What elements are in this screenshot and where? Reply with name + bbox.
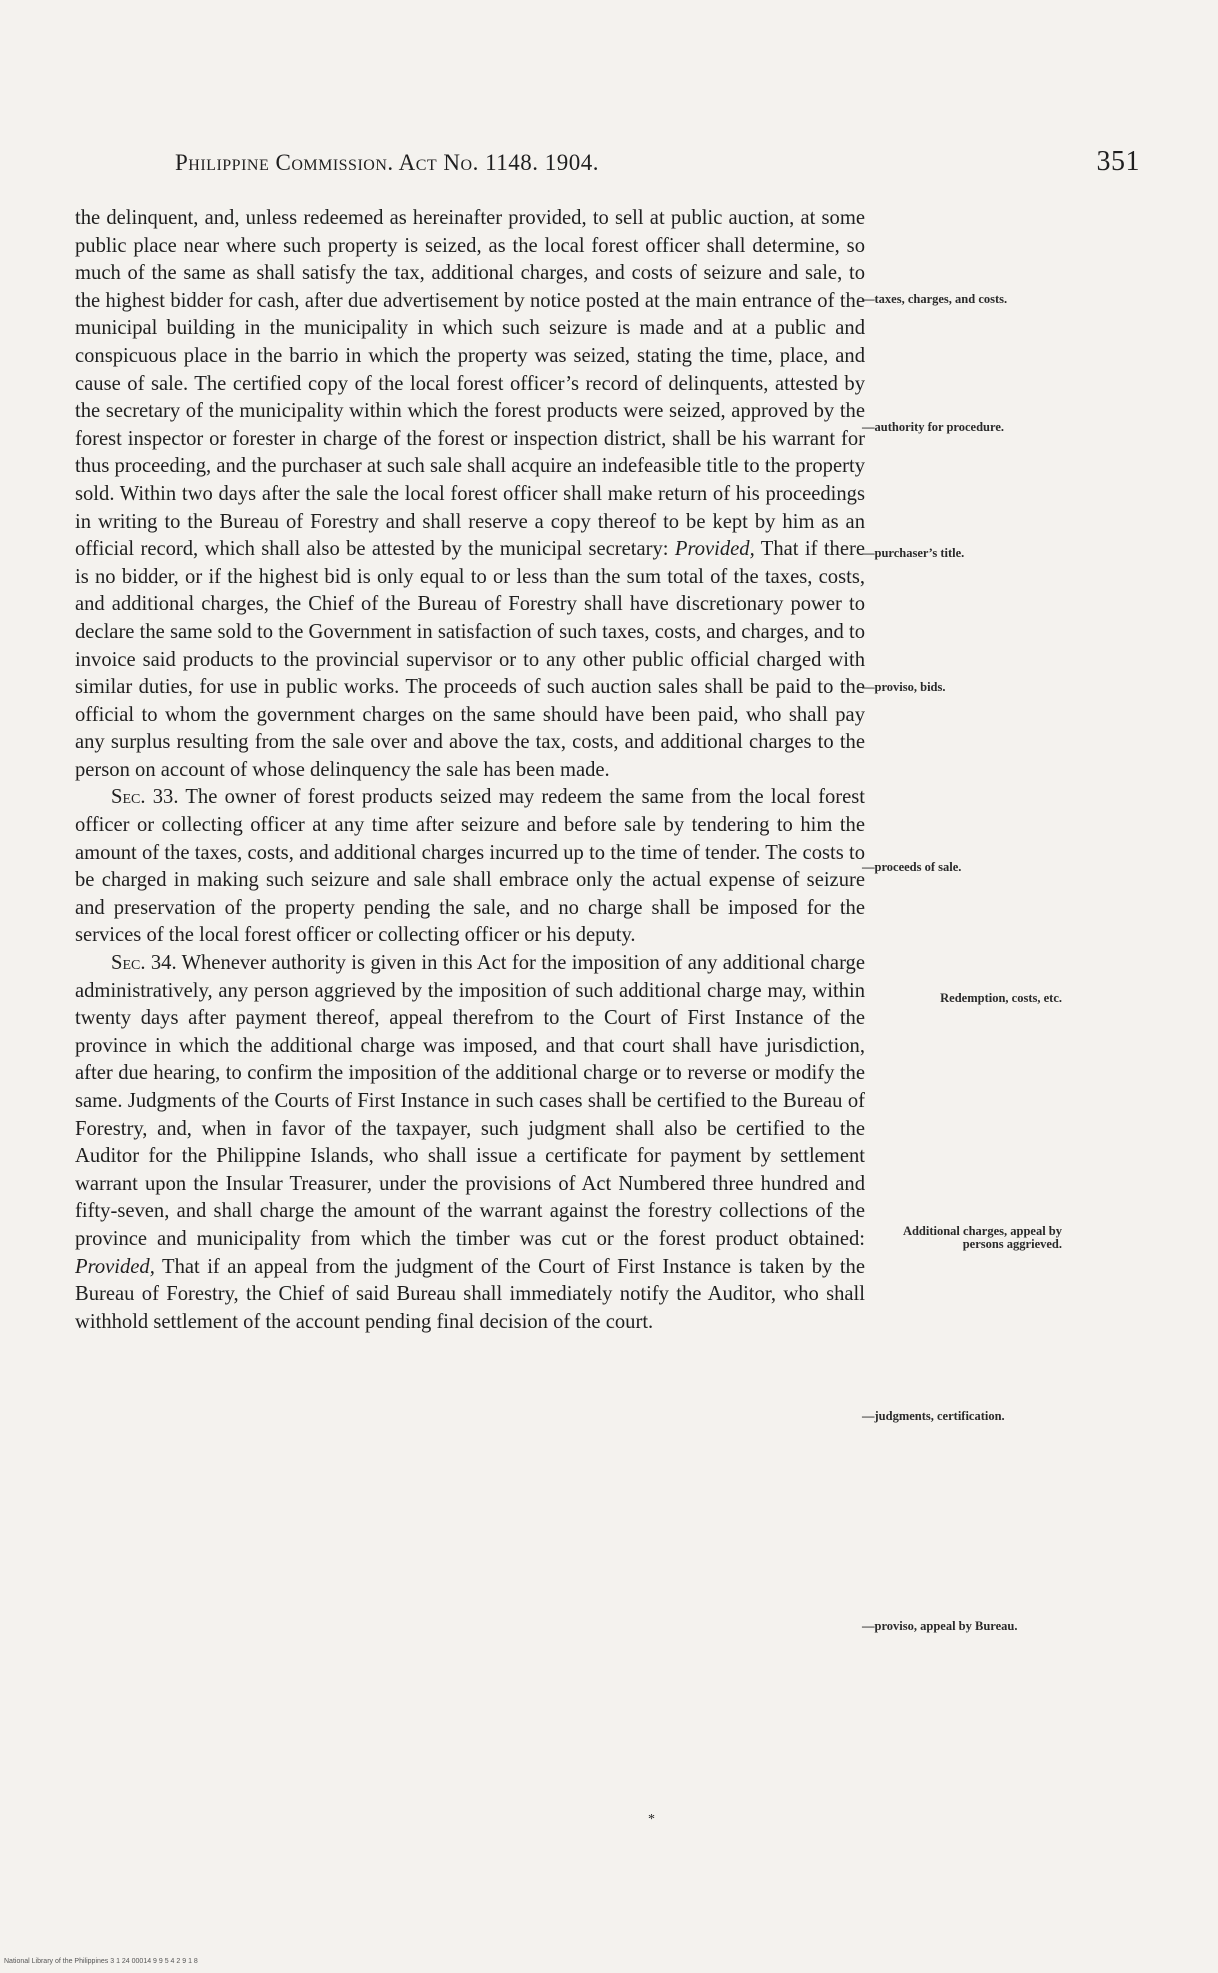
text-run: That if there is no bidder, or if the highest bid is only equal to or less than the sum total of the taxes, costs, and additional charges, the Chief of the Bureau of Forestry shall have discretionary power to declare the same sold to the Government in satisfaction of such taxes, costs, and charges, and to invoice said products to the provincial supervisor or to any other public official charged with similar duties, for use in public works. The proceeds of such auction sales shall be paid to the official to whom the government charges on the same should have been paid, who shall pay any surplus resulting from the sale over and above the tax, costs, and additional charges to the person on account of whose delinquency the sale has been made.: [75, 538, 865, 781]
running-head: Philippine Commission. Act No. 1148. 1904.: [175, 150, 599, 175]
paragraph: [75, 950, 865, 1336]
page-header: [175, 146, 1140, 186]
body-text: [75, 205, 865, 1336]
text-run: the delinquent, and, unless redeemed as hereinafter provided, to sell at public auction, at some public place near where such property is seized, as the local forest officer shall determine, so much of the same as shall satisfy the tax, additional charges, and costs of seizure and sale, to the highest bidder for cash, after due advertisement by notice posted at the main entrance of the municipal building in the municipality in which such seizure is made and at a public and conspicuous place in the barrio in which the property was seized, stating the time, place, and cause of sale. The certified copy of the local forest officer’s record of delinquents, attested by the secretary of the municipality within which the forest products were seized, approved by the forest inspector or forester in charge of the forest or inspection district, shall be his warrant for thus proceeding, and the purchaser at such sale shall acquire an indefeasible title to the property sold. Within two days after the sale the local forest officer shall make return of his proceedings in writing to the Bureau of Forestry and shall reserve a copy thereof to be kept by him as an official record, which shall also be attested by the municipal secretary:: [75, 207, 865, 561]
page-number: 351: [1096, 146, 1140, 177]
text-run: The owner of forest products seized may redeem the same from the local forest officer or collecting officer at any time after seizure and before sale by tendering to him the amount of the taxes, costs, and additional charges incurred up to the time of tender. The costs to be charged in making such seizure and sale shall embrace only the actual expense of seizure and preservation of the property pending the sale, and no charge shall be imposed for the services of the local forest officer or collecting officer or his deputy.: [75, 786, 865, 947]
footer-mark: *: [648, 1812, 655, 1827]
margin-note: —taxes, charges, and costs.: [862, 292, 1008, 306]
margin-note: —judgments, certification.: [862, 1409, 1005, 1423]
margin-note: —authority for procedure.: [862, 420, 1005, 434]
margin-note: —proviso, bids.: [862, 680, 946, 694]
margin-note: Redemption, costs, etc.: [940, 991, 1062, 1005]
margin-note: —purchaser’s title.: [862, 546, 965, 560]
italic-text: Provided,: [674, 538, 755, 561]
italic-text: Provided,: [75, 1255, 155, 1278]
text-run: That if an appeal from the judgment of the Court of First Instance is taken by the Bureau of Forestry, the Chief of said Bureau shall immediately notify the Auditor, who shall withhold settlement of the account pending final decision of the court.: [75, 1255, 865, 1333]
text-run: Whenever authority is given in this Act for the imposition of any additional charge administratively, any person aggrieved by the imposition of such additional charge may, within twenty days after payment thereof, appeal therefrom to the Court of First Instance of the province in which the additional charge was imposed, and that court shall have jurisdiction, after due hearing, to confirm the imposition of the additional charge or to reverse or modify the same. Judgments of the Courts of First Instance in such cases shall be certified to the Bureau of Forestry, and, when in favor of the taxpayer, such judgment shall also be certified to the Auditor for the Philippine Islands, who shall issue a certificate for payment by settlement warrant upon the Insular Treasurer, under the provisions of Act Numbered three hundred and fifty-seven, and shall charge the amount of the warrant against the forestry collections of the province and municipality from which the timber was cut or the forest product obtained:: [75, 952, 865, 1250]
library-imprint: National Library of the Philippines 3 1 24 00014 9 9 5 4 2 9 1 8: [4, 1958, 198, 1965]
paragraph: [75, 784, 865, 950]
section-label: Sec. 33.: [111, 786, 179, 809]
margin-note: —proceeds of sale.: [862, 860, 962, 874]
margin-note: —proviso, appeal by Bureau.: [862, 1619, 1018, 1633]
paragraph: [75, 205, 865, 784]
margin-note: Additional charges, appeal by persons aggrieved.: [902, 1224, 1062, 1251]
section-label: Sec. 34.: [111, 952, 177, 975]
